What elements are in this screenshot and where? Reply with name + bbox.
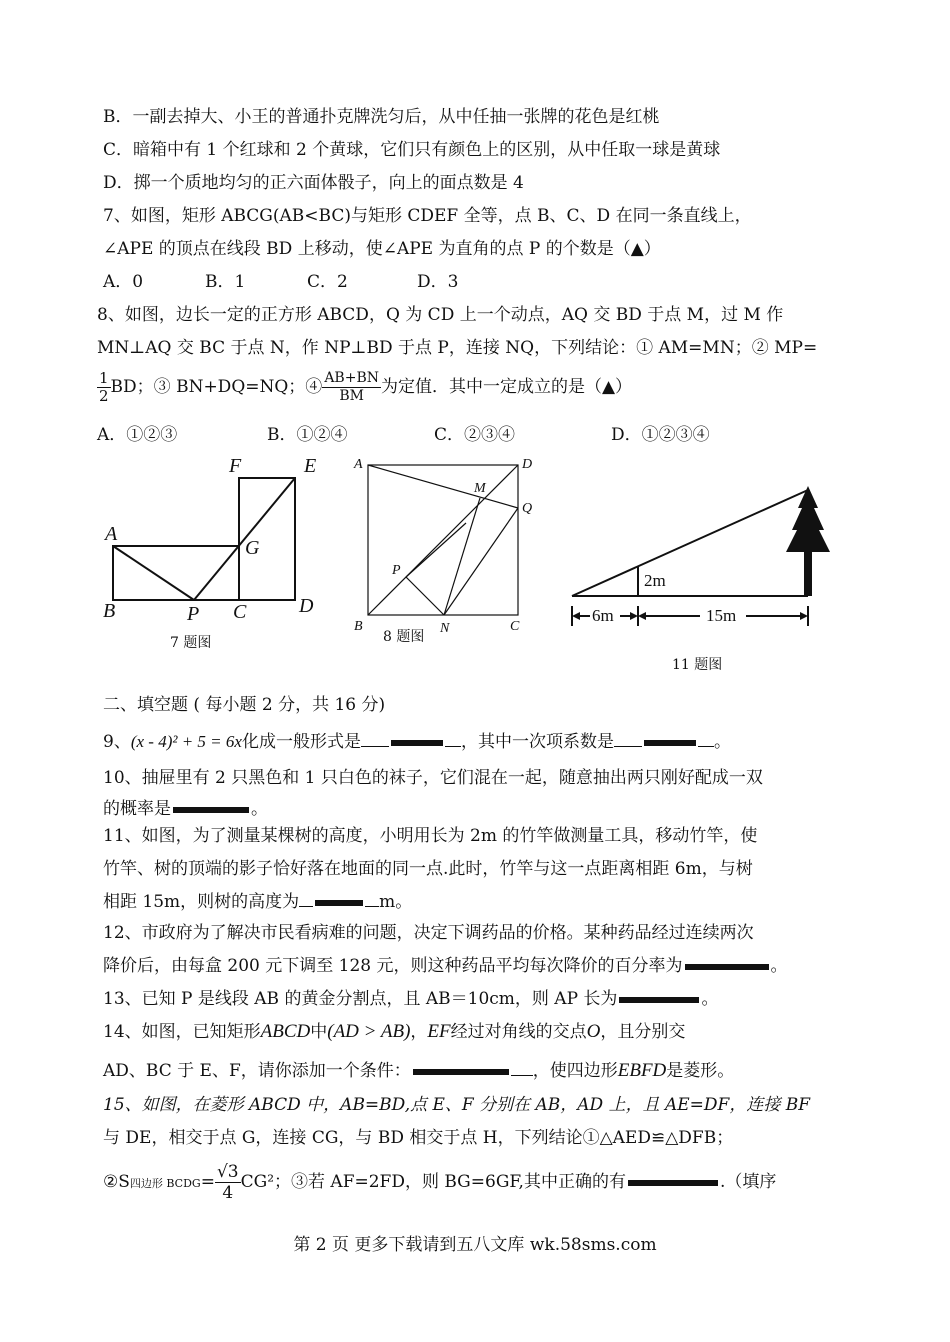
q13-end: 。 [701,989,719,1009]
answer-blank[interactable] [413,1069,509,1075]
fig7-label-p: P [187,603,200,625]
q14-abcd: ABCD [260,1021,311,1042]
q14-text-e: AD、BC 于 E、F，请你添加一个条件： [103,1061,411,1081]
q10-line-2 [103,798,268,820]
page-footer: 第 2 页 更多下载请到五八文库 wk.58sms.com [293,1235,657,1255]
q9-end: 。 [713,732,731,752]
q14-text-c: 经过对角线的交点 [450,1022,587,1042]
q15-text-c: .（填序 [719,1172,777,1192]
q8-option-a: A．①②③ [97,425,178,445]
q11-line-3 [103,891,412,913]
fig7-label-a: A [105,523,118,545]
fig7-label-g: G [245,537,260,559]
q15-line-3 [103,1160,776,1206]
q10-end: 。 [251,799,268,819]
fraction-sqrt3-over-4: $\frac{√3}{4}$ [216,1162,239,1203]
figure-7-diagram [95,452,335,627]
answer-blank[interactable] [619,997,699,1003]
q9-number: 9、 [103,732,131,752]
q14-text-a: 14、如图，已知矩形 [103,1022,261,1042]
figure-7-caption: 7 题图 [170,635,212,651]
fraction-one-half: $\frac{1}{2}$ [99,369,109,405]
answer-blank[interactable] [315,900,363,906]
q8-options [97,424,710,446]
q10-text: 的概率是 [103,799,171,819]
q14-text-d: ，且分别交 [600,1022,686,1042]
tree-icon [786,486,830,596]
q7-option-c: C．2 [307,272,348,292]
q11-end: m。 [379,892,413,912]
q13-text: 13、已知 P 是线段 AB 的黄金分割点，且 AB＝10cm，则 AP 长为 [103,989,618,1009]
fig8-label-p: P [392,563,401,578]
q14-ebfd: EBFD [617,1060,667,1081]
q14-ef: EF [427,1021,451,1042]
q12-line-1: 12、市政府为了解决市民看病难的问题，决定下调药品的价格。某种药品经过连续两次 [103,923,754,943]
q12-end: 。 [770,956,788,976]
q14-o: O [586,1021,601,1042]
fig7-label-c: C [233,601,247,623]
q14-text-b: 中 [310,1022,328,1042]
q8-line-3 [97,368,632,406]
fig8-label-d: D [522,457,533,472]
q8-line-1: 8、如图，边长一定的正方形 ABCD，Q 为 CD 上一个动点，AQ 交 BD 于点 M，过 M 作 [97,305,784,325]
answer-blank[interactable] [685,964,769,970]
q15-eq: = [200,1172,215,1192]
q8-option-c: C．②③④ [434,425,516,445]
q7-options [103,271,458,293]
q14-line-1 [103,1021,685,1043]
fig11-pole-label: 2m [644,571,666,590]
fig8-label-a: A [354,457,363,472]
q8-text-b: 为定值．其中一定成立的是（▲） [380,377,633,397]
q11-line-2: 竹竿、树的顶端的影子恰好落在地面的同一点.此时，竹竿与这一点距离相距 6m，与树 [103,859,753,879]
fig8-label-c: C [510,619,520,634]
q15-line-1: 15、如图，在菱形 ABCD 中，AB=BD,点 E、F 分别在 AB，AD 上，且 AE=DF，连接 BF [103,1095,811,1115]
q11-line-1: 11、如图，为了测量某棵树的高度，小明用长为 2m 的竹竿做测量工具，移动竹竿，使 [103,826,758,846]
fraction-ab-bn-over-bm: $\frac{AB+BN}{BM}$ [324,370,379,404]
q6-option-b: B．一副去掉大、小王的普通扑克牌洗匀后，从中任抽一张牌的花色是红桃 [103,107,660,127]
q14-text-f: ，使四边形 [532,1061,618,1081]
q15-text-a: ②S [103,1172,130,1192]
figure-8-caption: 8 题图 [383,629,425,645]
q8-line-2: MN⊥AQ 交 BC 于点 N，作 NP⊥BD 于点 P，连接 NQ，下列结论：① AM=MN；② MP= [97,338,818,358]
q8-option-d: D．①②③④ [611,425,710,445]
q14-comma: ， [410,1022,428,1042]
answer-blank[interactable] [173,807,249,813]
q15-line-2: 与 DE，相交于点 G，连接 CG，与 BD 相交于点 H，下列结论①△AED≌△DFB； [103,1128,734,1148]
q9-line [103,731,731,753]
fig8-label-b: B [354,619,363,634]
fig8-label-q: Q [522,501,533,516]
q7-option-d: D．3 [417,272,459,292]
q7-line-2: ∠APE 的顶点在线段 BD 上移动，使∠APE 为直角的点 P 的个数是（▲） [103,239,661,259]
fig7-label-e: E [304,455,317,477]
q15-text-b: CG²；③若 AF=2FD，则 BG=6GF,其中正确的有 [240,1172,626,1192]
q7-line-1: 7、如图，矩形 ABCG(AB<BC)与矩形 CDEF 全等，点 B、C、D 在同一条直线上， [103,206,752,226]
q9-text-b: ，其中一次项系数是 [460,732,614,752]
fig7-label-f: F [229,455,242,477]
answer-blank[interactable] [644,740,696,746]
q10-line-1: 10、抽屉里有 2 只黑色和 1 只白色的袜子，它们混在一起，随意抽出两只刚好配成一双 [103,768,763,788]
fig8-label-n: N [440,621,450,636]
q14-condition: (AD > AB) [327,1021,411,1042]
fig7-label-b: B [103,600,116,622]
q15-subscript: 四边形 BCDG [129,1177,201,1190]
q12-text: 降价后，由每盒 200 元下调至 128 元，则这种药品平均每次降价的百分率为 [103,956,683,976]
q11-text: 相距 15m，则树的高度为 [103,892,300,912]
answer-blank[interactable] [391,740,443,746]
fig7-label-d: D [299,595,314,617]
q7-option-a: A．0 [103,272,144,292]
q9-text-a: 化成一般形式是 [241,732,361,752]
figure-8-diagram [348,450,548,640]
q8-option-b: B．①②④ [267,425,348,445]
figure-11-caption: 11 题图 [672,657,723,673]
fig11-dist-6m: 6m [592,606,614,625]
q9-equation: (x - 4)² + 5 = 6x [130,732,242,751]
q13-line [103,988,718,1010]
q12-line-2 [103,955,788,977]
answer-blank[interactable] [628,1180,718,1186]
q6-option-c: C．暗箱中有 1 个红球和 2 个黄球，它们只有颜色上的区别，从中任取一球是黄球 [103,140,721,160]
fig8-label-m: M [474,481,486,496]
q14-line-2 [103,1060,734,1082]
q6-option-d: D．掷一个质地均匀的正六面体骰子，向上的面点数是 4 [103,173,524,193]
q7-option-b: B．1 [205,272,246,292]
fig11-dist-15m: 15m [706,606,737,625]
figure-11-diagram [560,478,840,638]
section-2-heading: 二、填空题 ( 每小题 2 分，共 16 分) [103,695,386,715]
q8-text-a: BD；③ BN+DQ=NQ；④ [110,377,323,397]
q14-text-g: 是菱形。 [666,1061,735,1081]
